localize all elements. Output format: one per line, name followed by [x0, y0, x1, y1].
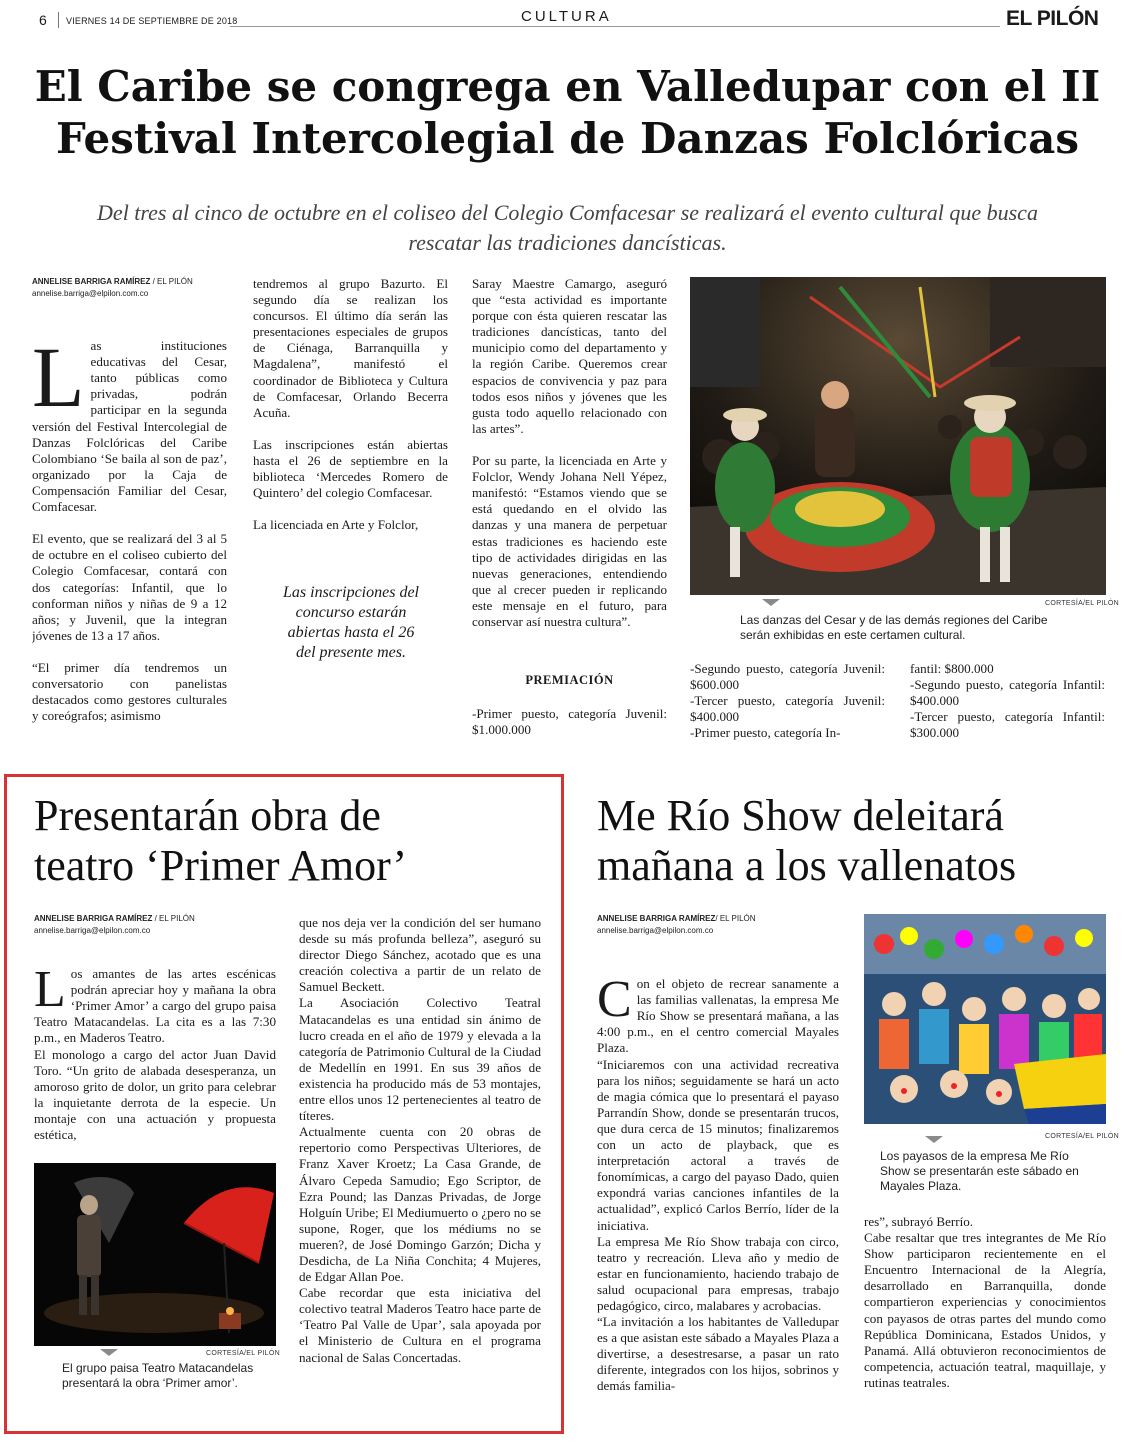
- dancers-photo-image: [690, 277, 1106, 595]
- article1-byline-email: annelise.barriga@elpilon.com.co: [32, 289, 149, 298]
- dancers-photo: [690, 277, 1106, 595]
- photo1-caption-pointer: [762, 599, 780, 606]
- article1-photo-caption: Las danzas del Cesar y de las demás regiones del Caribe serán exhibidas en este certamen cultural.: [740, 613, 1048, 642]
- article3-headline: Me Río Show deleitará mañana a los vallenatos: [597, 791, 1017, 890]
- article1-col4: -Segundo puesto, categoría Juvenil: $600.000 -Tercer puesto, categoría Juvenil: $400.000 -Primer puesto, categoría In-: [690, 661, 885, 741]
- page-number: 6: [39, 12, 47, 28]
- article2-byline-outlet: / EL PILÓN: [152, 914, 195, 923]
- article2-byline-email: annelise.barriga@elpilon.com.co: [34, 926, 151, 935]
- article1-subhead: PREMIACIÓN: [525, 673, 614, 687]
- article2-headline: Presentarán obra de teatro ‘Primer Amor’: [34, 791, 408, 890]
- article3-byline-name: ANNELISE BARRIGA RAMÍREZ: [597, 914, 716, 923]
- article1-col5: fantil: $800.000 -Segundo puesto, categoría Infantil: $400.000 -Tercer puesto, categoría Infantil: $300.000: [910, 661, 1105, 741]
- section-title: CULTURA: [521, 8, 612, 25]
- clowns-photo: [864, 914, 1106, 1124]
- article1-col1-text: as instituciones educativas del Cesar, tanto públicas como privadas, podrán participar en la segunda versión del Festival Intercolegial de Danzas Folclóricas del Caribe Colombiano ‘Se baila al son de paz’, organizado por la Caja de Compensación Familiar del Cesar, Comfacesar. El evento, que se realizará del 3 al 5 de octubre en el coliseo cubierto del Colegio Comfacesar, contará con dos categorías: Infantil, que lo conforman niños y niñas de 9 a 12 años; y Juvenil, que la integran jóvenes de 13 a 17 años. “El primer día tendremos un conversatorio con panelistas destacados como gestores culturales y coreógrafos; asimismo: [32, 338, 227, 724]
- theater-photo: [34, 1163, 276, 1346]
- article2-col1-text: os amantes de las artes escénicas podrán apreciar hoy y mañana la obra ‘Primer Amor’ a cargo del grupo paisa Teatro Matacandelas. La cita es a las 7:30 p.m., en Maderos Teatro. El monologo a cargo del actor Juan David Toro. “Un grito de alabada desesperanza, un amoroso grito de dolor, un grito para celebrar la inquietante derrota de la especie. Un montaje con una actuación y propuesta estética,: [34, 966, 276, 1142]
- article3-byline: [597, 913, 797, 937]
- article2-col2: que nos deja ver la condición del ser humano desde su más profunda belleza”, aseguró su director Diego Sánchez, acotado que es una creación colectiva a partir de un relato de Samuel Beckett. La Asociación Colectivo Teatral Matacandelas es una entidad sin ánimo de lucro creada en el año de 1979 y elevada a la categoría de Patrimonio Cultural de la Ciudad de Medellín en 1991. En sus 39 años de existencia ha producido más de 53 montajes, entre ellos unos 12 pertenecientes al teatro de títeres. Actualmente cuenta con 20 obras de repertorio como Perspectivas Ulteriores, de Franz Xaver Kroetz; La Casa Grande, de Álvaro Cepeda Samudio; Ego Scriptor, de Ezra Pound; las Danzas Privadas, de Jorge Holguín Uribe; El Mediumuerto o ¿pero no se supone, Roger, que los médiums no se mueren?, de José Domingo Garzón; Dicha y Desdicha, de La Niña Conchita; 4 Mujeres, de Edgar Allan Poe. Cabe recordar que esta iniciativa del colectivo teatral Maderos Teatro hace parte de ‘Teatro Pal Valle de Upar’, sala apoyada por el Ministerio de Cultura en el programa nacional de Salas Concertadas.: [299, 915, 541, 1365]
- article1-dropcap: L: [32, 329, 85, 426]
- article1-byline: [32, 276, 232, 300]
- issue-date: VIERNES 14 DE SEPTIEMBRE DE 2018: [66, 16, 238, 26]
- article1-col1: [32, 322, 227, 742]
- article1-col2: tendremos al grupo Bazurto. El segundo día se realizan los concursos. El último día serán las presentaciones especiales de grupos de Ciénaga, Barranquilla y Magdalena”, manifestó el coordinador de Biblioteca y Cultura de Comfacesar, Orlando Becerra Acuña. Las inscripciones están abiertas hasta el 26 de septiembre en la biblioteca ‘Mercedes Romero de Quintero’ del colegio Comfacesar. La licenciada en Arte y Folclor,: [253, 276, 448, 533]
- clowns-photo-image: [864, 914, 1106, 1124]
- article3-dropcap: C: [597, 971, 632, 1029]
- article1-deck: Del tres al cinco de octubre en el coliseo del Colegio Comfacesar se realizará el evento cultural que busca rescatar las tradiciones dancísticas.: [97, 200, 1038, 255]
- article3-col1-text: on el objeto de recrear sanamente a las familias vallenatas, la empresa Me Río Show se presentará mañana, a las 4:00 p.m., en el centro comercial Mayales Plaza. “Iniciaremos con una actividad recreativa para los niños; seguidamente se hará un acto de magia cómica que lo presentará el payaso Parrandín Show, donde se presentarán trucos, que dura cerca de 15 minutos; finalizaremos con un acto de playback, que es interpretación actoral a través de fonomímicas, a cargo del payaso Dado, quien expondrá varias canciones infantiles de la actualidad”, explicó Carlos Berrío, líder de la iniciativa. La empresa Me Río Show trabaja con circo, teatro y recreación. Lleva año y medio de estar en funcionamiento, haciendo trabajo de salud ocupacional para empresas, trabajo pedagógico, circo, malabares y acrobacias. “La invitación a los habitantes de Valledupar es a que asistan este sábado a Mayales Plaza a divertirse, a desestresarse, a pasar un rato diferente, integrados con los hijos, sobrinos y demás familia-: [597, 976, 839, 1394]
- article2-col1: [34, 950, 276, 1142]
- article3-photo-caption: Los payasos de la empresa Me Río Show se presentarán este sábado en Mayales Plaza.: [880, 1149, 1079, 1193]
- newspaper-logo: EL PILÓN: [1006, 7, 1099, 30]
- article1-pullquote: Las inscripciones del concurso estarán abiertas hasta el 26 del presente mes.: [283, 584, 419, 661]
- photo2-caption-pointer: [100, 1349, 118, 1356]
- article3-byline-email: annelise.barriga@elpilon.com.co: [597, 926, 714, 935]
- article2-dropcap: L: [34, 961, 66, 1019]
- article1-byline-outlet: / EL PILÓN: [150, 277, 193, 286]
- article2-byline: [34, 913, 234, 937]
- article1-photo-credit: CORTESÍA/EL PILÓN: [1045, 600, 1119, 607]
- article2-photo-caption: El grupo paisa Teatro Matacandelas presentará la obra ‘Primer amor’.: [62, 1361, 254, 1390]
- theater-photo-image: [34, 1163, 276, 1346]
- article2-byline-name: ANNELISE BARRIGA RAMÍREZ: [34, 914, 153, 923]
- article1-headline: El Caribe se congrega en Valledupar con el II Festival Intercolegial de Danzas Folclóricas: [34, 62, 1101, 163]
- article3-byline-outlet: / EL PILÓN: [715, 914, 756, 923]
- article1-byline-name: ANNELISE BARRIGA RAMÍREZ: [32, 277, 151, 286]
- article3-col1: [597, 960, 839, 1420]
- article1-col3: Saray Maestre Camargo, aseguró que “esta actividad es importante porque con ésta quieren rescatar las tradiciones dancísticas, tanto del municipio como del departamento y la región Caribe. Queremos crear espacios de convivencia y paz para todos esos niños y jóvenes que les gusta todo aquello relacionado con las artes”. Por su parte, la licenciada en Arte y Folclor, Wendy Johana Nell Yépez, manifestó: “Estamos viendo que se está quedando en el olvido las danzas y una manera de perpetuar estas tradiciones es haciendo este tipo de actividades dirigidas en las nuevas generaciones, entendiendo que al crecer pueden ir replicando este mensaje en el futuro, para conservar así nuestra cultura”.: [472, 276, 667, 629]
- article3-photo-credit: CORTESÍA/EL PILÓN: [1045, 1133, 1119, 1140]
- article3-col2: res”, subrayó Berrío. Cabe resaltar que tres integrantes de Me Río Show participaron recientemente en el Encuentro Internacional de la Alegría, desarrollado en Barranquilla, donde compartieron experiencias y conocimientos con payasos de otras partes del mundo como República Dominicana, Estados Unidos, y Panamá. Allá obtuvieron reconocimientos de competencia, actuación teatral, maquillaje, y rutinas teatrales.: [864, 1214, 1106, 1390]
- article2-photo-credit: CORTESÍA/EL PILÓN: [206, 1350, 280, 1357]
- header-rule: [230, 26, 1000, 27]
- photo3-caption-pointer: [925, 1136, 943, 1143]
- article1-col3-end: -Primer puesto, categoría Juvenil: $1.000.000: [472, 706, 667, 738]
- header-divider: [58, 12, 59, 28]
